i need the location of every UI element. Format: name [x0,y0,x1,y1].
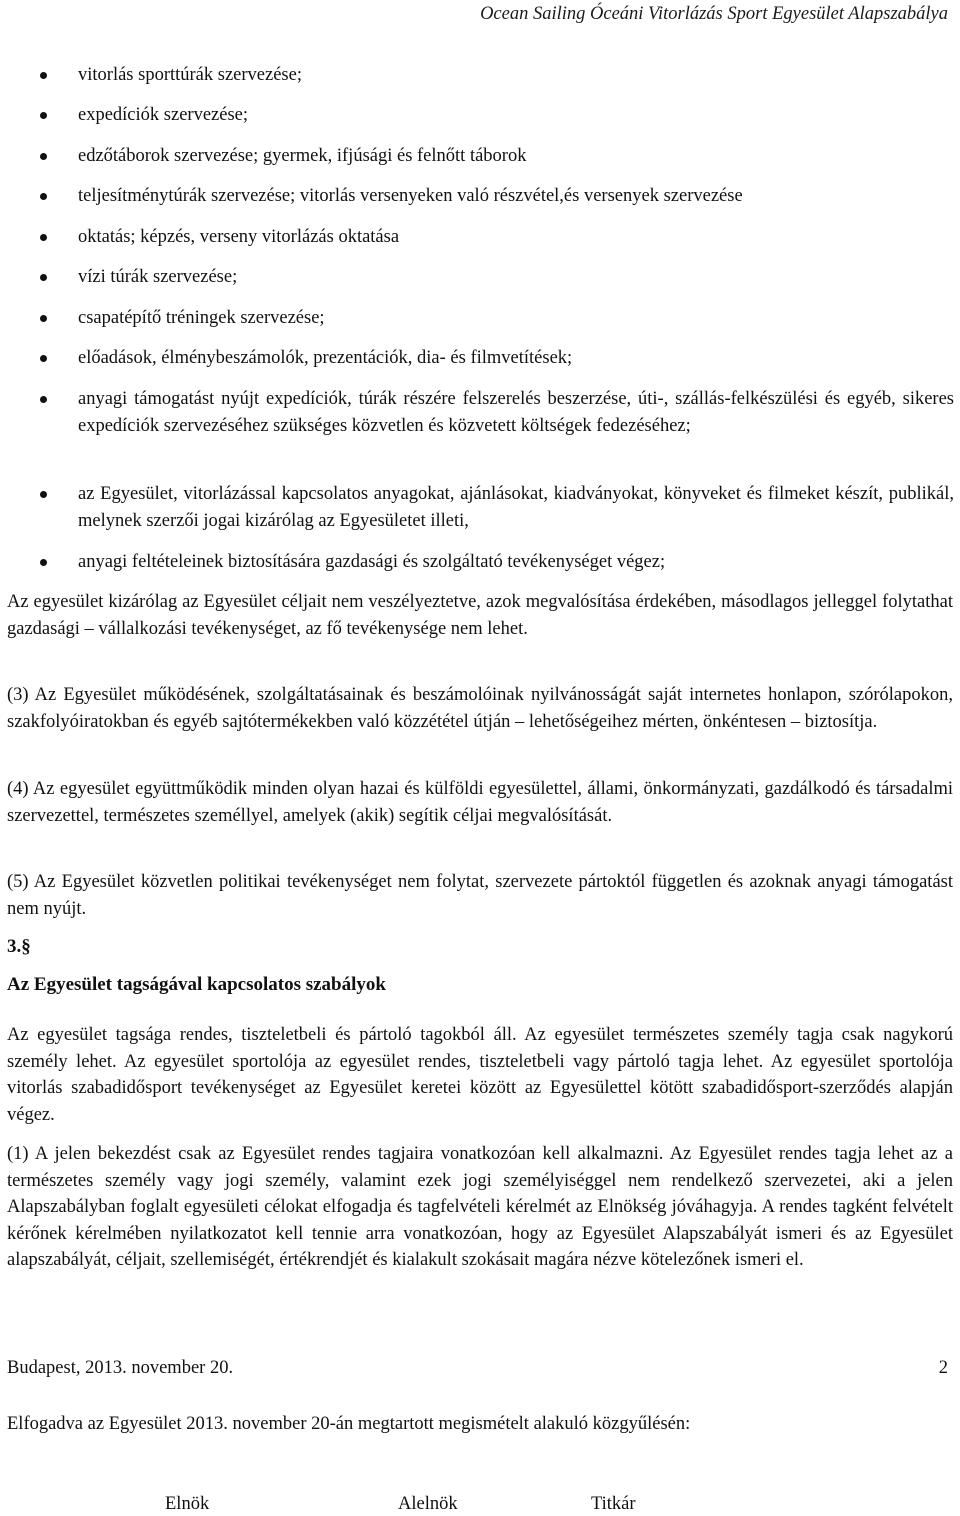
signature-label-vice-president: Alelnök [398,1494,458,1514]
paragraph-membership-1: (1) A jelen bekezdést csak az Egyesület rendes tagjaira vonatkozóan kell alkalmazni. Az Egyesület rendes tagja lehet az a természetes személy vagy jogi személy, valamint ezek jogi személyiséggel nem rendelkező szervezetei, aki a jelen Alapszabályban foglalt egyesületi célokat elfogadja és tagfelvételi kérelmét az Elnökség jóváhagyja. A rendes tagként felvételt kérőnek kérelmében nyilatkozatot kell tennie arra vonatkozóan, hogy az Egyesület Alapszabályát ismeri és az Egyesület alapszabályát, céljait, szellemiségét, értékrendjét és kialakult szokásait magára nézve kötelezőnek ismeri el. [7,1144,953,1270]
list-item: vitorlás sporttúrák szervezése; [78,62,954,89]
bullet-icon [40,559,47,566]
section-number: 3.§ [7,936,31,957]
bullet-icon [40,396,47,403]
list-item: oktatás; képzés, verseny vitorlázás oktatása [78,224,954,251]
section-title: Az Egyesület tagságával kapcsolatos szabályok [7,974,386,995]
list-item: vízi túrák szervezése; [78,264,954,291]
list-item: csapatépítő tréningek szervezése; [78,305,954,332]
paragraph-5: (5) Az Egyesület közvetlen politikai tevékenységet nem folytat, szervezete pártoktól független és azoknak anyagi támogatást nem nyújt. [7,872,953,919]
signing-date: Budapest, 2013. november 20. [7,1358,234,1378]
bullet-icon [40,72,47,79]
bullet-icon [40,355,47,362]
paragraph-membership-intro: Az egyesület tagsága rendes, tiszteletbeli és pártoló tagokból áll. Az egyesület természetes személy tagja csak nagykorú személy lehet. Az egyesület sportolója az egyesület rendes, tiszteletbeli vagy pártoló tagja lehet. Az egyesület sportolója vitorlás szabadidősport tevékenységet az Egyesület keretei között az Egyesülettel kötött szabadidősport-szerződés alapján végez. [7,1025,953,1125]
signature-label-secretary: Titkár [591,1494,636,1514]
bullet-icon [40,491,47,498]
bullet-icon [40,112,47,119]
paragraph-4: (4) Az egyesület együttműködik minden olyan hazai és külföldi egyesülettel, állami, önkormányzati, gazdálkodó és társadalmi szervezettel, természetes személlyel, amelyek (akik) segítik céljai megvalósítását. [7,779,953,826]
paragraph-3: (3) Az Egyesület működésének, szolgáltatásainak és beszámolóinak nyilvánosságát saját internetes honlapon, szórólapokon, szakfolyóiratokban és egyéb sajtótermékekben való közzététel útján – lehetőségeihez mérten, önkéntesen – biztosítja. [7,685,953,732]
list-item: edzőtáborok szervezése; gyermek, ifjúsági és felnőtt táborok [78,143,954,170]
paragraph-economic-activity: Az egyesület kizárólag az Egyesület céljait nem veszélyeztetve, azok megvalósítása érdekében, másodlagos jelleggel folytathat gazdasági – vállalkozási tevékenységet, az fő tevékenysége nem lehet. [7,592,953,639]
bullet-icon [40,153,47,160]
acceptance-statement: Elfogadva az Egyesület 2013. november 20-án megtartott megismételt alakuló közgyűlésén: [7,1414,691,1434]
bullet-icon [40,234,47,241]
page-number: 2 [938,1358,948,1378]
bullet-icon [40,193,47,200]
list-item: anyagi támogatást nyújt expedíciók, túrák részére felszerelés beszerzése, úti-, szállás-felkészülési és egyéb, sikeres expedíciók szervezéséhez szükséges közvetlen és közvetett költségek fedezéséhez; [78,386,954,440]
list-item: az Egyesület, vitorlázással kapcsolatos anyagokat, ajánlásokat, kiadványokat, könyveket és filmeket készít, publikál, melynek szerzői jogai kizárólag az Egyesületet illeti, [78,481,954,535]
list-item: anyagi feltételeinek biztosítására gazdasági és szolgáltató tevékenységet végez; [78,549,954,576]
document-header: Ocean Sailing Óceáni Vitorlázás Sport Egyesület Alapszabálya [480,4,948,24]
list-item: előadások, élménybeszámolók, prezentációk, dia- és filmvetítések; [78,345,954,372]
bullet-icon [40,315,47,322]
bullet-icon [40,274,47,281]
list-item: teljesítménytúrák szervezése; vitorlás versenyeken való részvétel,és versenyek szervezése [78,183,954,210]
list-item: expedíciók szervezése; [78,102,954,129]
signature-label-president: Elnök [165,1494,210,1514]
